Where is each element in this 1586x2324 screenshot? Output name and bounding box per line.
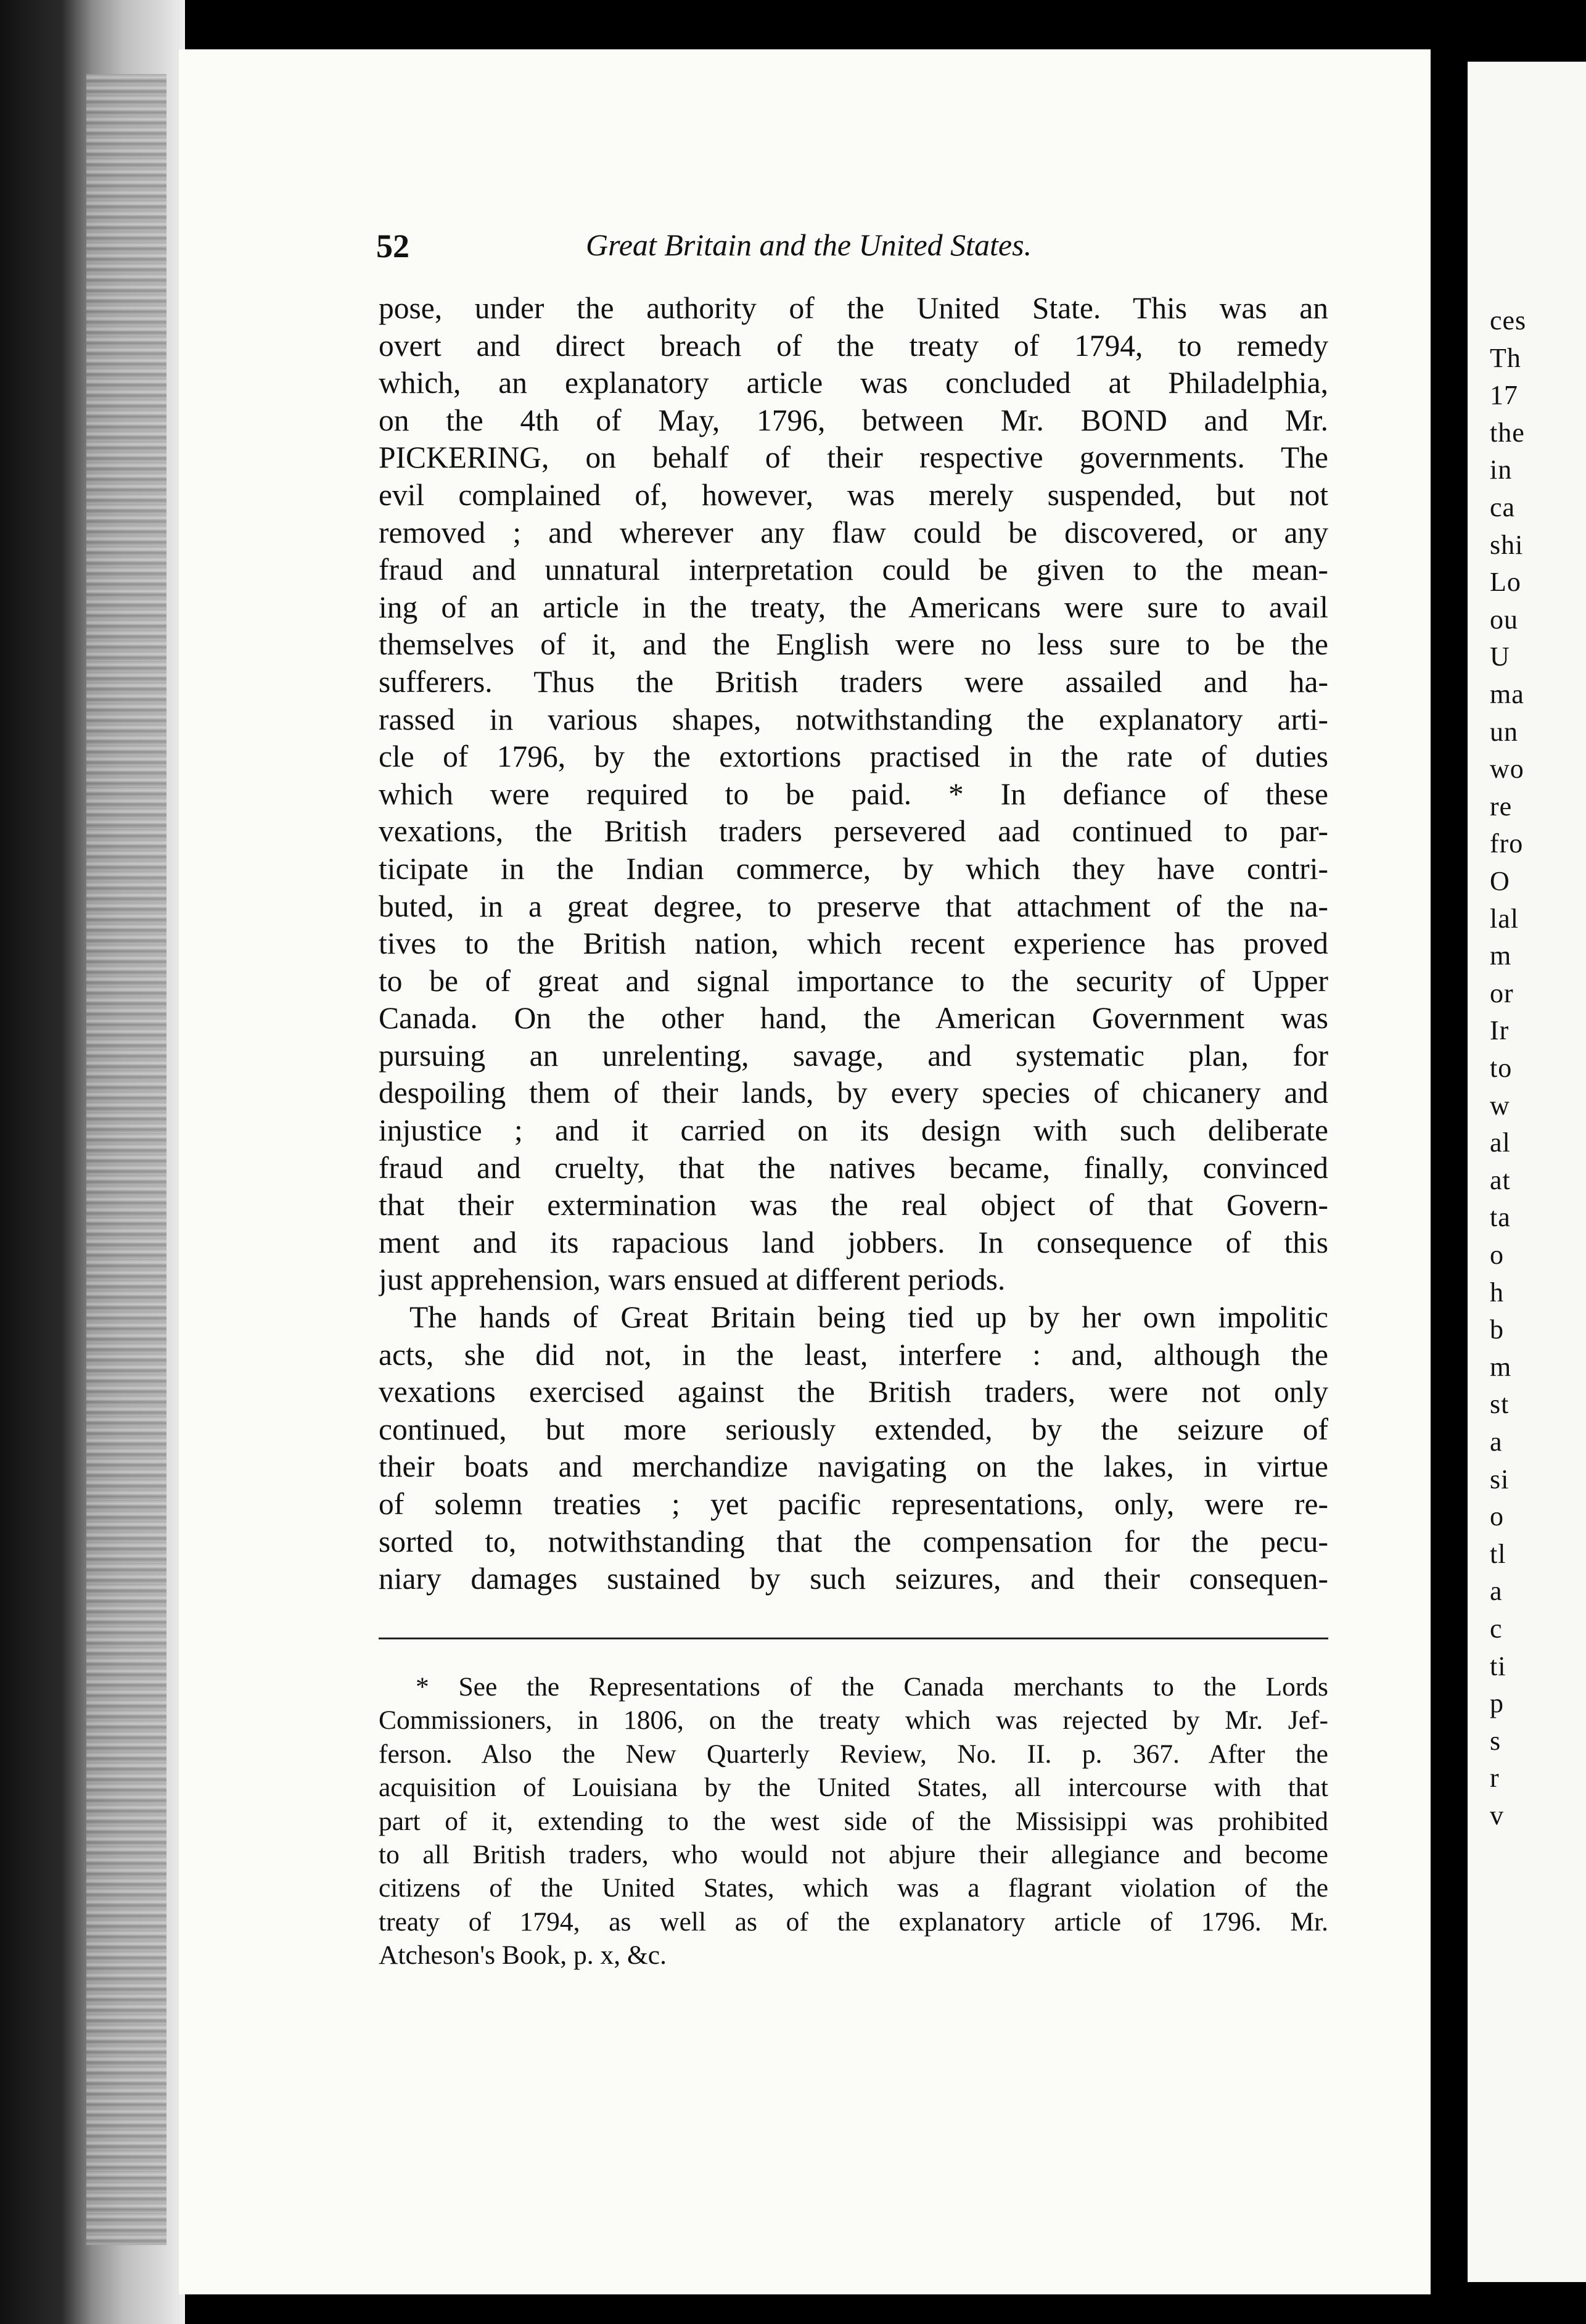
body-line: themselves of it, and the English were no less sure to be the (379, 627, 1328, 662)
body-line: pursuing an unrelenting, savage, and systematic plan, for (379, 1038, 1328, 1073)
next-page-fragment: in (1490, 455, 1513, 485)
next-page-fragment: 17 (1490, 380, 1518, 411)
body-line: ment and its rapacious land jobbers. In consequence of this (379, 1225, 1328, 1259)
body-line: Canada. On the other hand, the American Government was (379, 1001, 1328, 1036)
body-line: PICKERING, on behalf of their respective governments. The (379, 440, 1328, 475)
body-line: sorted to, notwithstanding that the compensation for the pecu- (379, 1524, 1328, 1559)
next-page-fragment: Ir (1490, 1015, 1510, 1046)
footnote (379, 1670, 1328, 1972)
body-line: continued, but more seriously extended, by the seizure of (379, 1412, 1328, 1446)
footnote-line: citizens of the United States, which was a flagrant violation of the (379, 1873, 1328, 1903)
next-page-fragment: ti (1490, 1650, 1506, 1681)
body-line: despoiling them of their lands, by every species of chicanery and (379, 1076, 1328, 1110)
next-page-fragment: the (1490, 417, 1525, 448)
body-line: overt and direct breach of the treaty of 1794, to remedy (379, 328, 1328, 363)
body-line: cle of 1796, by the extortions practised in the rate of duties (379, 740, 1328, 774)
footnote-rule (379, 1638, 1328, 1639)
body-line: evil complained of, however, was merely suspended, but not (379, 477, 1328, 512)
next-page-fragment: r (1490, 1763, 1500, 1794)
body-line: sufferers. Thus the British traders were assailed and ha- (379, 664, 1328, 699)
page-number: 52 (376, 228, 409, 265)
next-page-fragment: si (1490, 1464, 1510, 1494)
next-page-fragment: o (1490, 1240, 1504, 1270)
next-page-fragment: wo (1490, 754, 1524, 785)
body-line: to be of great and signal importance to the security of Upper (379, 963, 1328, 998)
footnote-line: treaty of 1794, as well as of the explanatory article of 1796. Mr. (379, 1906, 1328, 1937)
next-page-fragment: or (1490, 978, 1514, 1008)
next-page-fragment: ma (1490, 679, 1524, 709)
next-page-fragment: o (1490, 1501, 1504, 1532)
next-page-fragment: m (1490, 1351, 1512, 1382)
body-line: rassed in various shapes, notwithstanding the explanatory arti- (379, 702, 1328, 736)
next-page-fragment: a (1490, 1576, 1503, 1607)
next-page-fragment: b (1490, 1314, 1504, 1345)
running-title: Great Britain and the United States. (586, 228, 1032, 262)
page-gap (1431, 0, 1468, 2324)
next-page-fragment: st (1490, 1389, 1510, 1420)
next-page-edge (1468, 62, 1586, 2282)
body-line: acts, she did not, in the least, interfere : and, although the (379, 1337, 1328, 1372)
body-line: injustice ; and it carried on its design with such deliberate (379, 1113, 1328, 1148)
body-line: vexations, the British traders persevered aad continued to par- (379, 814, 1328, 849)
next-page-fragment: c (1490, 1613, 1503, 1644)
next-page-fragment: shi (1490, 529, 1524, 560)
body-text (379, 290, 1328, 1598)
body-line: removed ; and wherever any flaw could be discovered, or any (379, 515, 1328, 550)
footnote-line: * See the Representations of the Canada merchants to the Lords (416, 1672, 1328, 1702)
next-page-fragment: fro (1490, 828, 1524, 859)
next-page-fragment: at (1490, 1164, 1511, 1195)
next-page-fragment: U (1490, 641, 1510, 672)
body-line: that their extermination was the real object of that Govern- (379, 1188, 1328, 1222)
body-line: of solemn treaties ; yet pacific representations, only, were re- (379, 1487, 1328, 1521)
body-line: tives to the British nation, which recent experience has proved (379, 926, 1328, 961)
next-page-fragment: s (1490, 1725, 1502, 1756)
next-page-fragment: a (1490, 1427, 1503, 1457)
next-page-fragment: Lo (1490, 567, 1521, 598)
next-page-fragment: tl (1490, 1538, 1506, 1569)
next-page-fragment: lal (1490, 903, 1519, 934)
body-line: ticipate in the Indian commerce, by which they have contri- (379, 851, 1328, 886)
body-line: fraud and cruelty, that the natives became, finally, convinced (379, 1150, 1328, 1185)
footnote-line: part of it, extending to the west side of the Missisippi was prohibited (379, 1806, 1328, 1836)
body-line: The hands of Great Britain being tied up by her own impolitic (409, 1300, 1328, 1335)
next-page-fragment: ces (1490, 305, 1527, 336)
footnote-line: acquisition of Louisiana by the United States, all intercourse with that (379, 1773, 1328, 1803)
next-page-fragment: w (1490, 1090, 1510, 1121)
footnote-line: to all British traders, who would not abjure their allegiance and become (379, 1839, 1328, 1869)
body-line: which, an explanatory article was concluded at Philadelphia, (379, 366, 1328, 400)
next-page-fragment: ca (1490, 492, 1516, 522)
body-line: pose, under the authority of the United State. This was an (379, 291, 1328, 325)
next-page-fragment: Th (1490, 342, 1521, 373)
body-line: their boats and merchandize navigating on the lakes, in virtue (379, 1449, 1328, 1484)
body-line: niary damages sustained by such seizures, and their consequen- (379, 1562, 1328, 1596)
next-page-fragment: O (1490, 866, 1510, 896)
next-page-fragment: m (1490, 941, 1512, 971)
footnote-line: Commissioners, in 1806, on the treaty which was rejected by Mr. Jef- (379, 1705, 1328, 1736)
next-page-fragment: un (1490, 716, 1518, 747)
next-page-fragment: v (1490, 1800, 1504, 1831)
body-line: vexations exercised against the British traders, were not only (379, 1375, 1328, 1409)
next-page-fragment: al (1490, 1127, 1511, 1158)
footnote-line: Atcheson's Book, p. x, &c. (379, 1940, 667, 1971)
next-page-fragment: ta (1490, 1202, 1511, 1233)
next-page-fragment: re (1490, 791, 1513, 822)
body-line: buted, in a great degree, to preserve that attachment of the na- (379, 889, 1328, 923)
next-page-fragment: h (1490, 1277, 1504, 1308)
next-page-fragment: p (1490, 1688, 1504, 1719)
next-page-fragment: ou (1490, 604, 1518, 635)
body-line: just apprehension, wars ensued at different periods. (379, 1263, 1006, 1297)
binding-edge-texture (86, 74, 166, 2245)
footnote-line: ferson. Also the New Quarterly Review, No. II. p. 367. After the (379, 1739, 1328, 1769)
body-line: fraud and unnatural interpretation could be given to the mean- (379, 553, 1328, 587)
body-line: ing of an article in the treaty, the Americans were sure to avail (379, 590, 1328, 624)
body-line: which were required to be paid. * In defiance of these (379, 777, 1328, 811)
body-line: on the 4th of May, 1796, between Mr. BOND and Mr. (379, 403, 1328, 437)
next-page-fragment: to (1490, 1053, 1513, 1083)
